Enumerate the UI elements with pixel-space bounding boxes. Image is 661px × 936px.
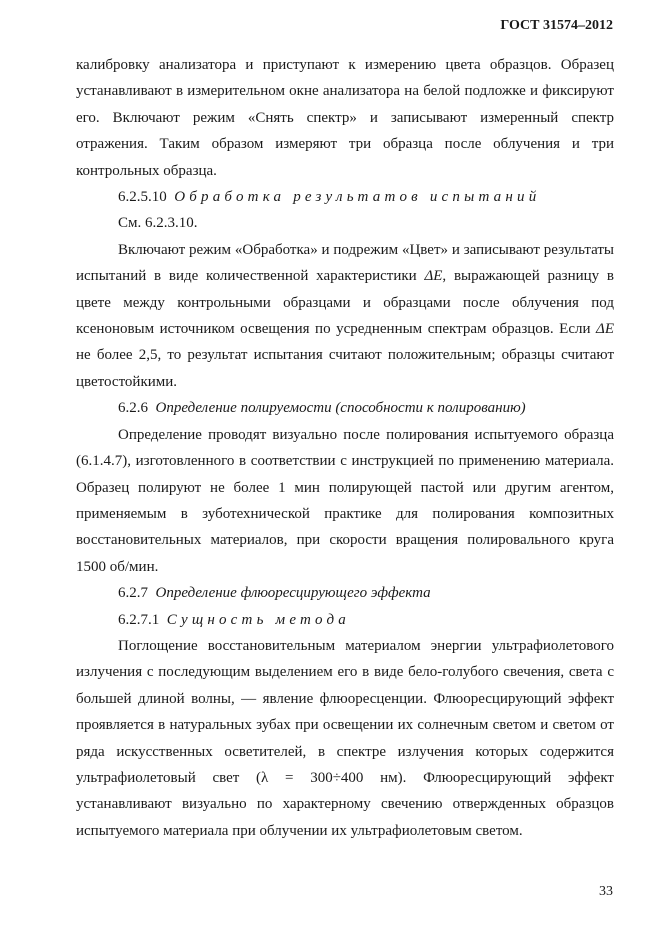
section-heading-6-2-7 bbox=[76, 580, 614, 606]
section-title: Определение полируемости (способности к полированию) bbox=[155, 400, 526, 417]
paragraph-continuation: калибровку анализатора и приступают к измерению цвета образцов. Образец устанавливают в измерительном окне анализатора на белой подложке и фиксируют его. Включают режим «Снять спектр» и записывают измеренный спектр отражения. Таким образом измеряют три образца после облучения и три контрольных образца. bbox=[76, 57, 614, 179]
section-number: 6.2.7.1 bbox=[118, 611, 160, 628]
section-number: 6.2.6 bbox=[118, 400, 148, 417]
delta-e-symbol: ΔE bbox=[424, 268, 443, 285]
paragraph-processing bbox=[76, 237, 614, 395]
paragraph-polishability: Определение проводят визуально после полирования испытуемого образца (6.1.4.7), изготовленного в соответствии с инструкцией по применению материала. Образец полируют не более 1 мин полирующей пастой или другим агентом, применяемым в зуботехнической практике для полирования композитных восстановительных материалов, при скорости вращения полировального круга 1500 об/мин. bbox=[76, 426, 614, 575]
page-number: 33 bbox=[599, 884, 613, 899]
delta-e-symbol: ΔE bbox=[596, 321, 614, 338]
section-number: 6.2.5.10 bbox=[118, 189, 167, 206]
section-heading-6-2-5-10 bbox=[76, 184, 614, 210]
section-title: Сущность метода bbox=[166, 611, 350, 628]
text-segment: не более 2,5, то результат испытания считают положительным; образцы считают цветостойкими. bbox=[76, 347, 614, 390]
section-heading-6-2-6 bbox=[76, 395, 614, 421]
document-body bbox=[76, 52, 614, 844]
section-number: 6.2.7 bbox=[118, 585, 148, 602]
paragraph-fluorescence: Поглощение восстановительным материалом энергии ультрафиолетового излучения с последующим выделением его в виде бело-голубого свечения, света с большей длиной волны, — явление флюоресценции. Флюоресцирующий эффект проявляется в натуральных зубах при освещении их солнечным светом и светом от ряда искусственных осветителей, в спектре излучения которых содержится ультрафиолетовый свет (λ = 300÷400 нм). Флюоресцирующий эффект устанавливают визуально по характерному свечению отвержденных образцов испытуемого материала при облучении их ультрафиолетовым светом. bbox=[76, 637, 614, 839]
section-title: Обработка результатов испытаний bbox=[174, 189, 541, 206]
section-title: Определение флюоресцирующего эффекта bbox=[155, 585, 431, 602]
text-segment: Включают режим «Обработка» и подрежим «Цвет» и записывают результаты испытаний в виде количественной характеристики bbox=[76, 241, 614, 285]
document-code-header: ГОСТ 31574–2012 bbox=[500, 18, 613, 33]
cross-reference-paragraph: См. 6.2.3.10. bbox=[118, 215, 198, 232]
text-segment: , выражающей разницу в цвете между контрольными образцами и образцами после облучения под ксеноновым источником освещения по усредненным спектрам образцов. Если bbox=[76, 268, 614, 338]
section-heading-6-2-7-1 bbox=[76, 607, 614, 633]
